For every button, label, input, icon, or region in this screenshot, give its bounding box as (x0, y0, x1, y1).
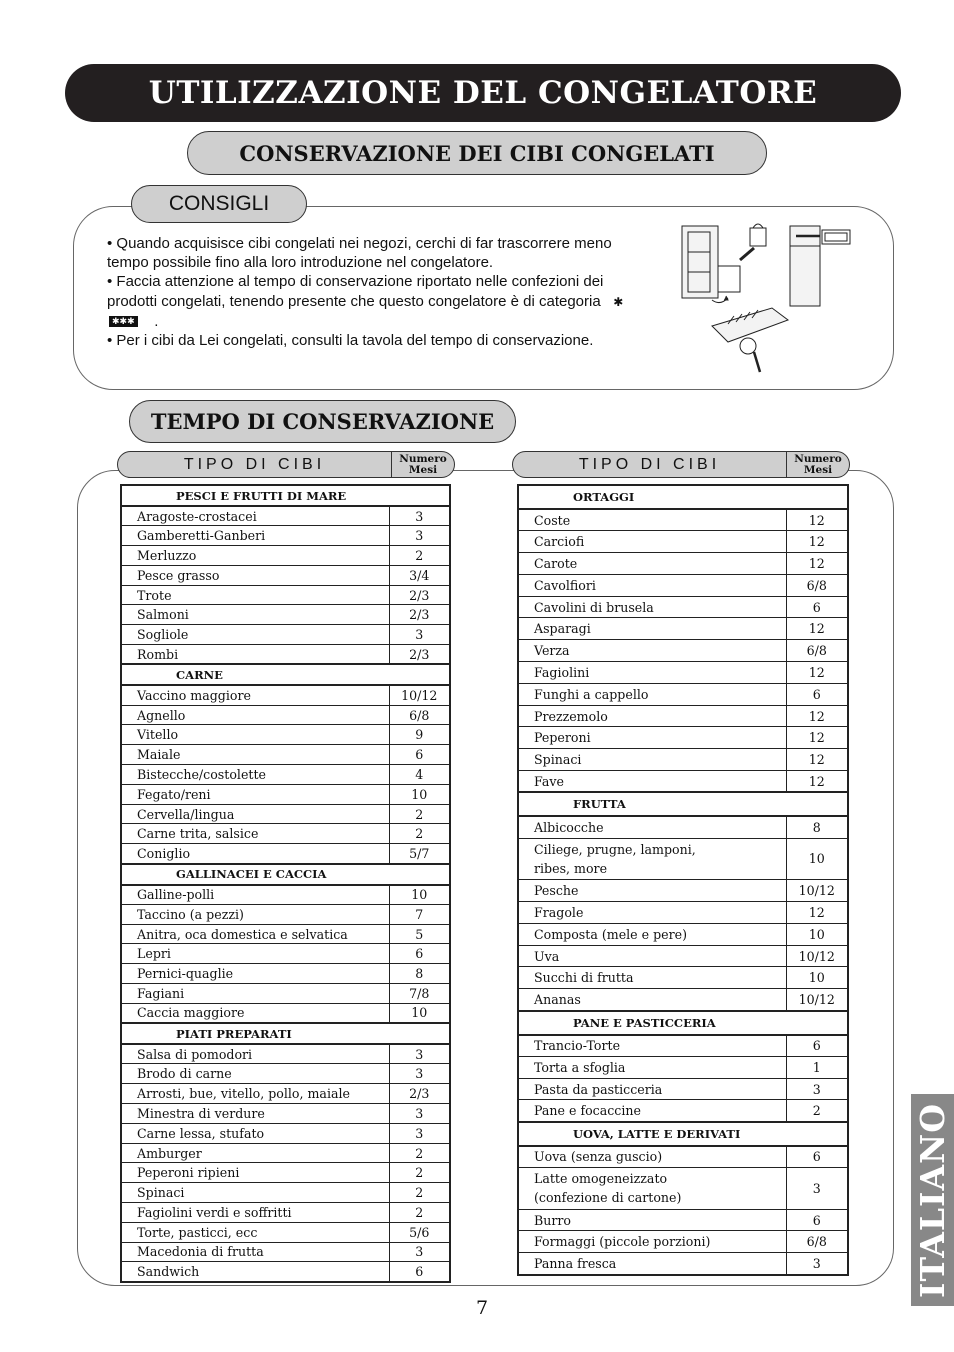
food-name: Uova (senza guscio) (518, 1146, 786, 1168)
food-name: Panna fresca (518, 1253, 786, 1275)
table-row (518, 683, 848, 705)
star-rating-icon: ✱ (613, 294, 624, 309)
food-name: Composta (mele e pere) (518, 923, 786, 945)
food-name: Succhi di frutta (518, 967, 786, 989)
table-row (518, 531, 848, 553)
food-name: Cavolini di brusela (518, 596, 786, 618)
food-name: Pesche (518, 880, 786, 902)
table-row (518, 1146, 848, 1168)
months-value: 3 (389, 506, 450, 526)
food-name: Carne lessa, stufato (121, 1123, 389, 1143)
months-value: 6/8 (389, 705, 450, 725)
food-name: Asparagi (518, 618, 786, 640)
table-row (121, 705, 450, 725)
months-value: 3 (786, 1168, 848, 1210)
category-label: PESCI E FRUTTI DI MARE (121, 485, 450, 506)
category-label: CARNE (121, 664, 450, 685)
months-value: 2 (389, 1163, 450, 1183)
left-column-header (117, 451, 455, 478)
table-row (518, 1100, 848, 1122)
months-value: 2 (389, 1203, 450, 1223)
months-value: 10/12 (786, 945, 848, 967)
table-row (121, 1222, 450, 1242)
food-name: Carne trita, salsice (121, 824, 389, 844)
food-type-header: TIPO DI CIBI (578, 455, 721, 473)
table-row (518, 771, 848, 793)
food-name: Anitra, oca domestica e selvatica (121, 924, 389, 944)
page-title: UTILIZZAZIONE DEL CONGELATORE (65, 64, 901, 122)
category-row (121, 485, 450, 506)
food-name: Cavolfiori (518, 574, 786, 596)
table-row (121, 1003, 450, 1023)
months-value: 2/3 (389, 605, 450, 625)
category-row (518, 1122, 848, 1146)
food-name: Coniglio (121, 844, 389, 864)
months-value: 3 (389, 1104, 450, 1124)
food-name: Vitello (121, 725, 389, 745)
food-name: Bistecche/costolette (121, 765, 389, 785)
months-value: 2 (786, 1100, 848, 1122)
tip-2-end: . (154, 312, 159, 330)
months-value: 2 (389, 1143, 450, 1163)
food-name: Fave (518, 771, 786, 793)
category-row (121, 664, 450, 685)
language-tab: ITALIANO (911, 1094, 954, 1306)
category-row (121, 864, 450, 885)
table-row (121, 964, 450, 984)
months-value: 3 (389, 1123, 450, 1143)
tips-text (107, 234, 637, 350)
months-value: 6 (786, 1209, 848, 1231)
tip-1: • Quando acquisisce cibi congelati nei negozi, cerchi di far trascorrere meno tempo possibile fino alla loro introduzione nel congelatore. (107, 235, 612, 272)
table-row (518, 945, 848, 967)
months-value: 10/12 (786, 989, 848, 1011)
months-value: 4 (389, 765, 450, 785)
table-row (121, 784, 450, 804)
food-name: Formaggi (piccole porzioni) (518, 1231, 786, 1253)
category-label: PANE E PASTICCERIA (518, 1011, 848, 1035)
months-value: 5/7 (389, 844, 450, 864)
category-label: ORTAGGI (518, 485, 848, 509)
months-value: 2 (389, 824, 450, 844)
months-value: 2 (389, 1183, 450, 1203)
table-row (518, 553, 848, 575)
food-name: Galline-polli (121, 885, 389, 905)
food-name: Macedonia di frutta (121, 1242, 389, 1262)
table-row (121, 605, 450, 625)
food-name: Carciofi (518, 531, 786, 553)
months-value: 3 (786, 1253, 848, 1275)
food-name: Vaccino maggiore (121, 685, 389, 705)
months-value: 6 (389, 745, 450, 765)
table-row (121, 924, 450, 944)
months-value: 7/8 (389, 984, 450, 1004)
months-value: 5 (389, 924, 450, 944)
table-row (518, 1231, 848, 1253)
months-value: 6/8 (786, 1231, 848, 1253)
months-value: 3 (786, 1078, 848, 1100)
table-row (121, 725, 450, 745)
table-row (121, 944, 450, 964)
category-row (121, 1023, 450, 1044)
months-value: 6/8 (786, 640, 848, 662)
food-name: Coste (518, 509, 786, 531)
food-name: Torte, pasticci, ecc (121, 1222, 389, 1242)
months-value: 2 (389, 546, 450, 566)
months-value: 10/12 (389, 685, 450, 705)
food-name: Taccino (a pezzi) (121, 904, 389, 924)
food-name: Trancio-Torte (518, 1035, 786, 1057)
category-row (518, 485, 848, 509)
food-name: Fagiolini verdi e soffritti (121, 1203, 389, 1223)
table-row (518, 989, 848, 1011)
table-row (518, 618, 848, 640)
table-row (121, 844, 450, 864)
food-name: Gamberetti-Ganberi (121, 526, 389, 546)
months-value: 3 (389, 1064, 450, 1084)
table-row (121, 546, 450, 566)
food-name: Lepri (121, 944, 389, 964)
months-value: 12 (786, 553, 848, 575)
food-name: Burro (518, 1209, 786, 1231)
months-value: 6 (389, 1262, 450, 1282)
table-row (518, 705, 848, 727)
tips-heading: CONSIGLI (131, 185, 307, 223)
food-name: Albicocche (518, 816, 786, 838)
months-value: 10 (786, 923, 848, 945)
food-name: Fagiani (121, 984, 389, 1004)
food-name: Pane e focaccine (518, 1100, 786, 1122)
months-value: 12 (786, 902, 848, 924)
table-row (518, 902, 848, 924)
section-subtitle: CONSERVAZIONE DEI CIBI CONGELATI (187, 131, 767, 175)
storage-time-heading: TEMPO DI CONSERVAZIONE (129, 400, 516, 443)
table-row (121, 1104, 450, 1124)
food-name: Pasta da pasticceria (518, 1078, 786, 1100)
table-row (121, 1123, 450, 1143)
food-name: Ananas (518, 989, 786, 1011)
months-value: 7 (389, 904, 450, 924)
table-row (518, 1056, 848, 1078)
table-row (121, 804, 450, 824)
table-row (518, 509, 848, 531)
months-header: Numero Mesi (786, 452, 849, 477)
months-value: 10 (389, 1003, 450, 1023)
months-value: 3 (389, 625, 450, 645)
months-value: 3 (389, 1044, 450, 1064)
food-name: Amburger (121, 1143, 389, 1163)
months-value: 3/4 (389, 565, 450, 585)
table-row (121, 1044, 450, 1064)
table-row (121, 565, 450, 585)
table-row (121, 585, 450, 605)
food-name: Peperoni ripieni (121, 1163, 389, 1183)
food-type-header: TIPO DI CIBI (183, 455, 326, 473)
table-row (518, 816, 848, 838)
food-name: Sogliole (121, 625, 389, 645)
months-value: 6 (389, 944, 450, 964)
months-value: 6 (786, 1146, 848, 1168)
food-name: Minestra di verdure (121, 1104, 389, 1124)
food-name: Brodo di carne (121, 1064, 389, 1084)
food-name: Ciliege, prugne, lamponi, ribes, more (518, 838, 786, 880)
months-value: 1 (786, 1056, 848, 1078)
food-name: Aragoste-crostacei (121, 506, 389, 526)
months-value: 10/12 (786, 880, 848, 902)
table-row (518, 1035, 848, 1057)
food-name: Fegato/reni (121, 784, 389, 804)
tip-2 (107, 272, 637, 331)
months-value: 6/8 (786, 574, 848, 596)
months-value: 10 (786, 967, 848, 989)
table-row (121, 1203, 450, 1223)
right-column-header (512, 451, 850, 478)
food-name: Fragole (518, 902, 786, 924)
months-value: 6 (786, 596, 848, 618)
months-value: 12 (786, 531, 848, 553)
table-row (518, 1253, 848, 1275)
food-name: Verza (518, 640, 786, 662)
months-value: 6 (786, 683, 848, 705)
table-row (518, 838, 848, 880)
food-name: Cervella/lingua (121, 804, 389, 824)
table-row (121, 645, 450, 665)
tip-2-text: • Faccia attenzione al tempo di conservazione riportato nelle confezioni dei prodotti congelati, tenendo presente che questo congelatore è di categoria (107, 273, 604, 310)
table-row (121, 1143, 450, 1163)
food-name: Arrosti, bue, vitello, pollo, maiale (121, 1084, 389, 1104)
months-value: 12 (786, 749, 848, 771)
food-name: Prezzemolo (518, 705, 786, 727)
food-name: Carote (518, 553, 786, 575)
food-name: Rombi (121, 645, 389, 665)
months-header: Numero Mesi (391, 452, 454, 477)
category-label: UOVA, LATTE E DERIVATI (518, 1122, 848, 1146)
food-name: Trote (121, 585, 389, 605)
food-name: Salmoni (121, 605, 389, 625)
food-name: Peperoni (518, 727, 786, 749)
food-name: Fagiolini (518, 662, 786, 684)
right-storage-table (517, 484, 849, 1276)
left-storage-table (120, 484, 451, 1283)
table-row (518, 574, 848, 596)
food-name: Caccia maggiore (121, 1003, 389, 1023)
months-value: 2/3 (389, 585, 450, 605)
table-row (518, 880, 848, 902)
months-value: 2 (389, 804, 450, 824)
table-row (518, 749, 848, 771)
months-value: 12 (786, 771, 848, 793)
table-row (121, 1183, 450, 1203)
table-row (518, 1209, 848, 1231)
food-name: Uva (518, 945, 786, 967)
table-row (518, 1078, 848, 1100)
food-name: Spinaci (518, 749, 786, 771)
table-row (121, 1242, 450, 1262)
table-row (121, 506, 450, 526)
category-label: GALLINACEI E CACCIA (121, 864, 450, 885)
months-value: 10 (389, 885, 450, 905)
table-row (518, 640, 848, 662)
table-row (121, 685, 450, 705)
food-name: Funghi a cappello (518, 683, 786, 705)
table-row (121, 745, 450, 765)
category-label: FRUTTA (518, 792, 848, 816)
months-value: 5/6 (389, 1222, 450, 1242)
food-name: Latte omogeneizzato (confezione di cartone) (518, 1168, 786, 1210)
table-row (121, 824, 450, 844)
table-row (121, 904, 450, 924)
table-row (121, 984, 450, 1004)
table-row (121, 765, 450, 785)
tip-3: • Per i cibi da Lei congelati, consulti la tavola del tempo di conservazione. (107, 332, 594, 350)
category-row (518, 792, 848, 816)
food-name: Spinaci (121, 1183, 389, 1203)
months-value: 8 (389, 964, 450, 984)
months-value: 12 (786, 509, 848, 531)
months-value: 12 (786, 727, 848, 749)
table-row (518, 967, 848, 989)
months-value: 12 (786, 705, 848, 727)
months-value: 3 (389, 526, 450, 546)
food-name: Salsa di pomodori (121, 1044, 389, 1064)
table-row (518, 596, 848, 618)
months-value: 12 (786, 618, 848, 640)
category-row (518, 1011, 848, 1035)
table-row (518, 662, 848, 684)
months-value: 2/3 (389, 1084, 450, 1104)
table-row (121, 625, 450, 645)
food-name: Sandwich (121, 1262, 389, 1282)
table-row (121, 1084, 450, 1104)
table-row (121, 885, 450, 905)
table-row (121, 1064, 450, 1084)
table-row (121, 1262, 450, 1282)
food-name: Merluzzo (121, 546, 389, 566)
months-value: 2/3 (389, 645, 450, 665)
months-value: 12 (786, 662, 848, 684)
months-value: 10 (786, 838, 848, 880)
three-star-icon: ✱✱✱ (109, 316, 138, 327)
months-value: 9 (389, 725, 450, 745)
months-value: 6 (786, 1035, 848, 1057)
food-name: Pernici-quaglie (121, 964, 389, 984)
table-row (518, 923, 848, 945)
months-value: 3 (389, 1242, 450, 1262)
months-value: 10 (389, 784, 450, 804)
months-value: 8 (786, 816, 848, 838)
table-row (518, 1168, 848, 1210)
freezer-illustration-icon (672, 212, 872, 382)
table-row (121, 1163, 450, 1183)
category-label: PIATI PREPARATI (121, 1023, 450, 1044)
food-name: Agnello (121, 705, 389, 725)
food-name: Maiale (121, 745, 389, 765)
table-row (121, 526, 450, 546)
food-name: Pesce grasso (121, 565, 389, 585)
table-row (518, 727, 848, 749)
page-number: 7 (475, 1297, 489, 1319)
food-name: Torta a sfoglia (518, 1056, 786, 1078)
